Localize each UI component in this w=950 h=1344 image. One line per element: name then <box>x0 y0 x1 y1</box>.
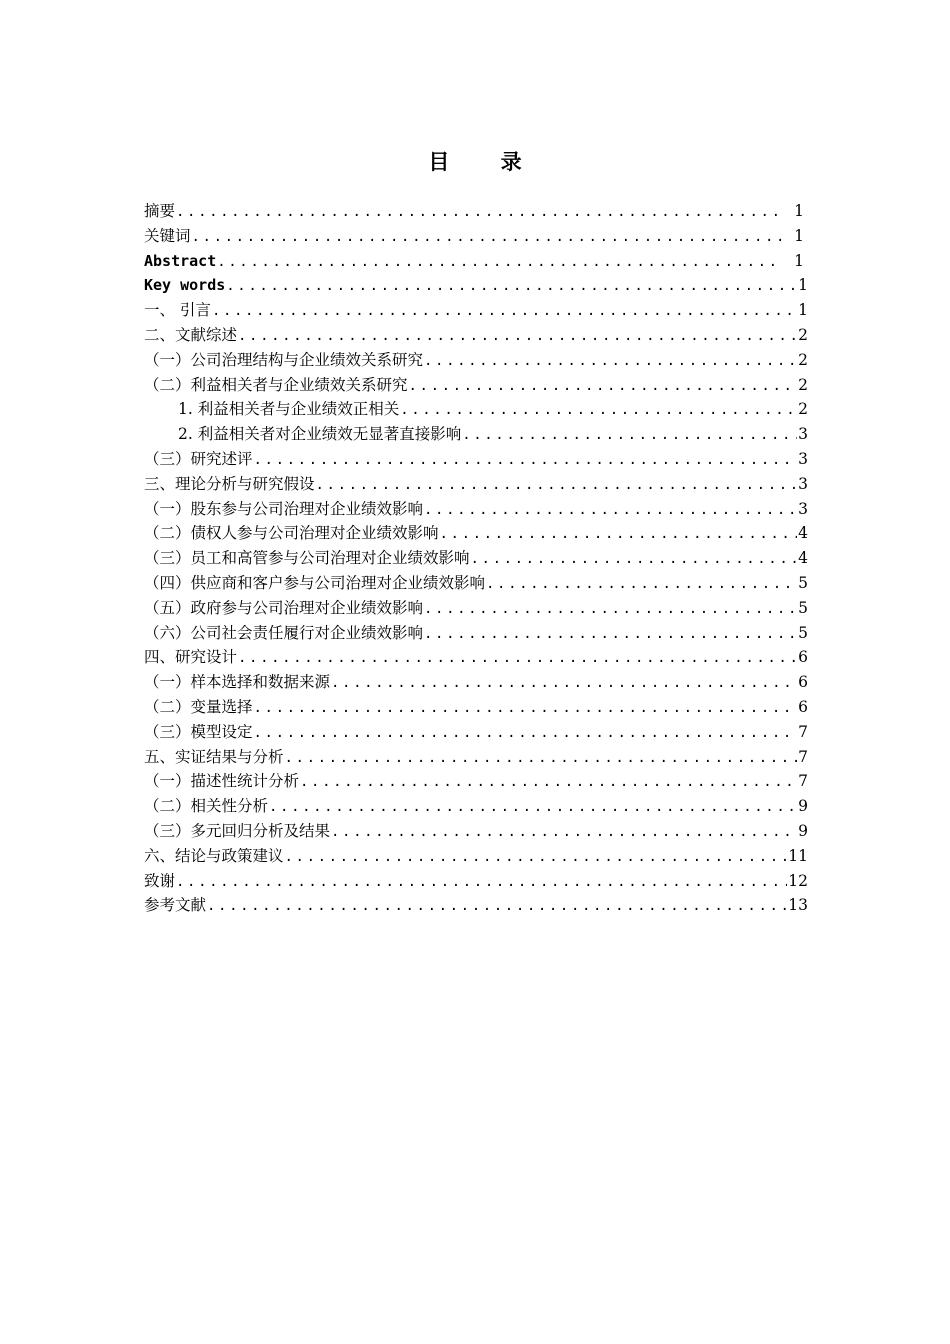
toc-dot-leader <box>217 250 783 274</box>
toc-entry[interactable] <box>144 794 808 819</box>
toc-entry[interactable] <box>144 224 808 249</box>
toc-entry-page: 1 <box>794 202 804 220</box>
toc-entry-page: 5 <box>798 573 808 592</box>
toc-entry-label: （二）利益相关者与企业绩效关系研究 <box>144 375 408 394</box>
toc-entry-label: Key words <box>144 276 226 295</box>
toc-dot-leader <box>471 547 797 571</box>
toc-entry-label: 三、理论分析与研究假设 <box>144 474 315 493</box>
toc-entry[interactable] <box>144 298 808 323</box>
toc-entry-page: 6 <box>798 673 808 692</box>
toc-entry[interactable] <box>144 596 808 621</box>
toc-entry-page: 2 <box>798 375 808 394</box>
toc-entry-label: （一）样本选择和数据来源 <box>144 673 331 692</box>
toc-entry-page: 3 <box>798 425 808 444</box>
toc-dot-leader <box>238 324 797 348</box>
toc-entry[interactable] <box>144 621 808 646</box>
toc-dot-leader <box>400 398 797 422</box>
page-title: 目 录 <box>428 150 544 174</box>
toc-dot-leader <box>226 274 797 298</box>
toc-dot-leader <box>176 870 787 894</box>
toc-entry-page: 11 <box>788 846 808 865</box>
toc-entry[interactable] <box>144 819 808 844</box>
toc-entry[interactable] <box>144 447 808 472</box>
toc-entry-label: （三）模型设定 <box>144 722 253 741</box>
toc-entry-label: 五、实证结果与分析 <box>144 747 284 766</box>
toc-entry-label: （二）变量选择 <box>144 697 253 716</box>
toc-dot-leader <box>254 721 797 745</box>
toc-dot-leader <box>486 572 797 596</box>
toc-entry-page: 1 <box>798 276 808 295</box>
toc-dot-leader <box>285 746 797 770</box>
toc-entry-page: 9 <box>798 821 808 840</box>
toc-entry[interactable] <box>144 521 808 546</box>
toc-entry-label: （三）员工和高管参与公司治理对企业绩效影响 <box>144 549 470 568</box>
toc-entry[interactable] <box>144 720 808 745</box>
toc-entry-page: 2 <box>798 325 808 344</box>
toc-dot-leader <box>192 225 783 249</box>
toc-dot-leader <box>254 448 797 472</box>
toc-entry[interactable] <box>144 869 808 894</box>
toc-entry-label: 摘要 <box>144 202 176 220</box>
toc-entry-page: 7 <box>798 722 808 741</box>
toc-dot-leader <box>269 795 797 819</box>
toc-entry[interactable] <box>144 695 808 720</box>
toc-entry[interactable] <box>144 422 808 447</box>
toc-entry[interactable] <box>144 571 808 596</box>
toc-entry-page: 3 <box>798 474 808 493</box>
toc-dot-leader <box>300 770 797 794</box>
toc-entry-page: 1 <box>794 226 804 245</box>
toc-entry-page: 5 <box>798 623 808 642</box>
toc-dot-leader <box>212 299 797 323</box>
toc-entry-label: 2. 利益相关者对企业绩效无显著直接影响 <box>178 425 462 444</box>
toc-dot-leader <box>462 423 797 447</box>
toc-dot-leader <box>331 671 797 695</box>
toc-entry[interactable] <box>144 670 808 695</box>
toc-entry-page: 3 <box>798 449 808 468</box>
toc-entry-page: 1 <box>798 301 808 320</box>
toc-dot-leader <box>207 894 787 918</box>
toc-entry-label: 一、 引言 <box>144 301 211 320</box>
toc-entry[interactable] <box>144 323 808 348</box>
toc-dot-leader <box>424 597 797 621</box>
toc-entry-label: 致谢 <box>144 871 176 890</box>
toc-entry-label: （五）政府参与公司治理对企业绩效影响 <box>144 598 424 617</box>
toc-entry-label: （四）供应商和客户参与公司治理对企业绩效影响 <box>144 573 486 592</box>
toc-entry-page: 6 <box>798 648 808 667</box>
toc-dot-leader <box>424 349 797 373</box>
toc-entry[interactable] <box>144 844 808 869</box>
toc-entry[interactable] <box>144 199 808 224</box>
toc-dot-leader <box>254 696 797 720</box>
toc-entry-label: （三）多元回归分析及结果 <box>144 821 331 840</box>
toc-entry-page: 4 <box>798 524 808 543</box>
toc-entry-label: （一）股东参与公司治理对企业绩效影响 <box>144 499 424 518</box>
toc-dot-leader <box>409 374 797 398</box>
toc-entry-label: （二）债权人参与公司治理对企业绩效影响 <box>144 524 439 543</box>
toc-entry[interactable] <box>144 472 808 497</box>
toc-entry-label: 六、结论与政策建议 <box>144 846 284 865</box>
toc-entry-page: 7 <box>798 772 808 791</box>
toc-entry-label: Abstract <box>144 251 217 270</box>
toc-entry-label: 二、文献综述 <box>144 325 238 344</box>
toc-dot-leader <box>285 845 788 869</box>
toc-dot-leader <box>424 622 797 646</box>
toc-entry-page: 5 <box>798 598 808 617</box>
toc-dot-leader <box>440 522 797 546</box>
toc-dot-leader <box>316 473 797 497</box>
toc-entry-page: 9 <box>798 797 808 816</box>
toc-entry[interactable] <box>144 249 808 274</box>
toc-entry[interactable] <box>144 745 808 770</box>
toc-dot-leader <box>424 498 797 522</box>
toc-entry-page: 3 <box>798 499 808 518</box>
toc-entry-label: （六）公司社会责任履行对企业绩效影响 <box>144 623 424 642</box>
toc-entry-label: （一）公司治理结构与企业绩效关系研究 <box>144 350 424 369</box>
toc-entry-label: （一）描述性统计分析 <box>144 772 300 791</box>
toc-entry-label: 参考文献 <box>144 896 207 915</box>
toc-entry-label: （二）相关性分析 <box>144 797 269 816</box>
toc-dot-leader <box>176 200 783 224</box>
toc-entry-page: 2 <box>798 350 808 369</box>
toc-entry-label: （三）研究述评 <box>144 449 253 468</box>
toc-entry-page: 6 <box>798 697 808 716</box>
toc-entry[interactable] <box>144 645 808 670</box>
table-of-contents <box>144 199 808 918</box>
toc-entry[interactable] <box>144 769 808 794</box>
toc-entry[interactable] <box>144 373 808 398</box>
toc-entry[interactable] <box>144 893 808 918</box>
toc-entry-page: 12 <box>788 871 808 890</box>
toc-dot-leader <box>331 820 797 844</box>
toc-entry-page: 13 <box>788 896 808 915</box>
toc-entry[interactable] <box>144 497 808 522</box>
toc-entry-label: 1. 利益相关者与企业绩效正相关 <box>178 400 400 419</box>
toc-entry[interactable] <box>144 546 808 571</box>
toc-dot-leader <box>238 646 797 670</box>
toc-entry-page: 7 <box>798 747 808 766</box>
toc-entry[interactable] <box>144 273 808 298</box>
toc-entry[interactable] <box>144 348 808 373</box>
toc-entry-label: 关键词 <box>144 226 191 245</box>
toc-entry-page: 4 <box>798 549 808 568</box>
toc-entry-page: 2 <box>798 400 808 419</box>
toc-entry-label: 四、研究设计 <box>144 648 238 667</box>
toc-entry-page: 1 <box>794 251 804 270</box>
toc-entry[interactable] <box>144 397 808 422</box>
